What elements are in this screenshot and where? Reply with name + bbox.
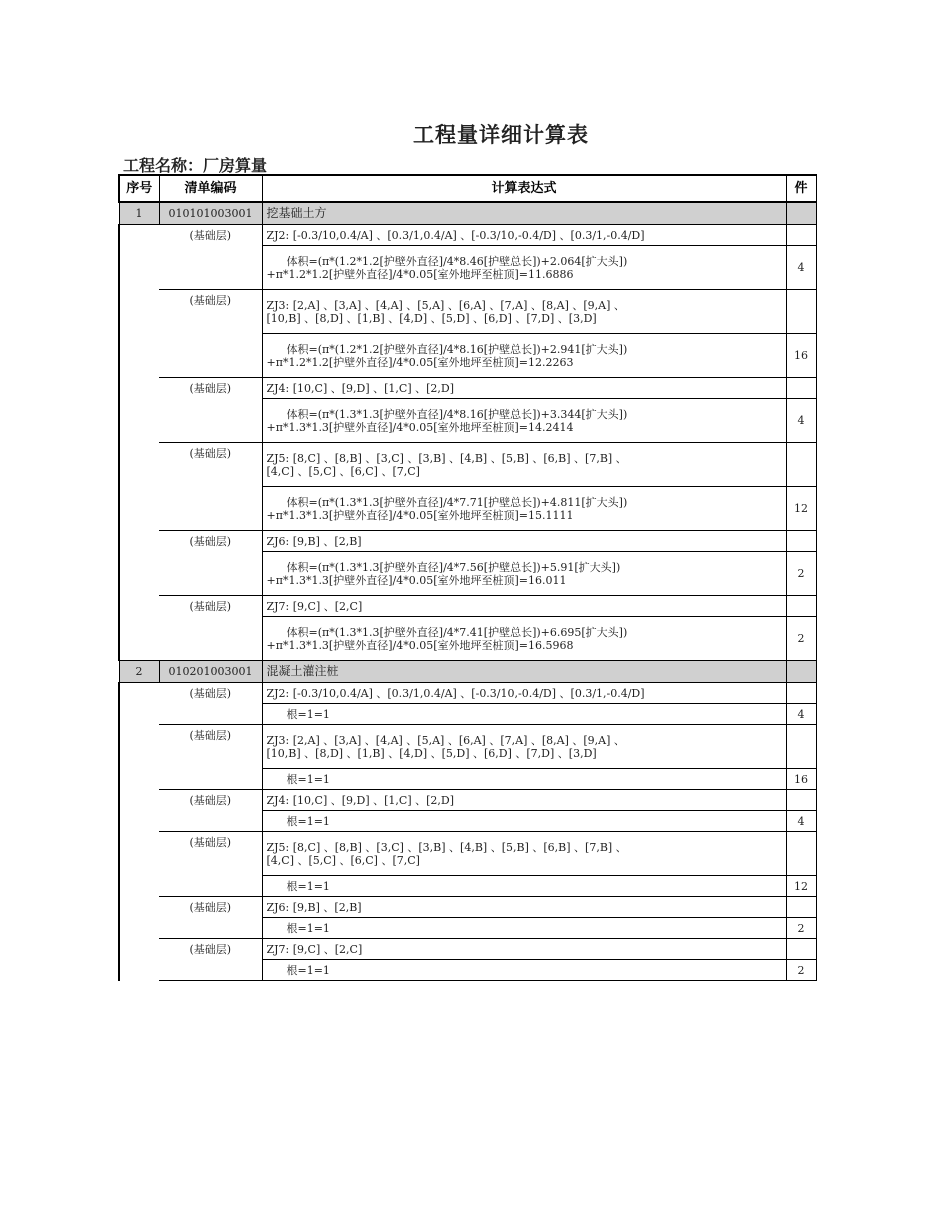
expression-qty-empty: [786, 832, 816, 876]
layer-label: (基础层): [159, 531, 262, 596]
col-header-expression: 计算表达式: [262, 175, 786, 202]
calc-formula: [262, 876, 786, 897]
component-expression: [262, 683, 786, 704]
calc-formula-text: 根=1=1: [286, 921, 330, 935]
component-expression-text: ZJ4: [10,C] 、[9,D] 、[1,C] 、[2,D]: [266, 793, 455, 807]
calc-formula: [262, 617, 786, 661]
component-expression: [262, 790, 786, 811]
quantity-value: 2: [786, 552, 816, 596]
quantity-value: 12: [786, 876, 816, 897]
group-expression-row: [119, 939, 816, 960]
group-expression-row: [119, 443, 816, 487]
item-qty-empty: [786, 202, 816, 225]
table-body: [119, 202, 816, 981]
component-expression-text: ZJ2: [-0.3/10,0.4/A] 、[0.3/1,0.4/A] 、[-0.3/10,-0.4/D] 、[0.3/1,-0.4/D]: [266, 228, 645, 242]
layer-label: (基础层): [159, 897, 262, 939]
group-expression-row: [119, 790, 816, 811]
calc-formula: [262, 399, 786, 443]
layer-label: (基础层): [159, 378, 262, 443]
calculation-table: [118, 174, 817, 981]
expression-qty-empty: [786, 897, 816, 918]
layer-label: (基础层): [159, 443, 262, 531]
seq-spacer: [119, 225, 159, 661]
quantity-value: 2: [786, 918, 816, 939]
component-expression: [262, 897, 786, 918]
expression-qty-empty: [786, 683, 816, 704]
calc-formula-text: 体积=(π*(1.3*1.3[护壁外直径]/4*7.71[护壁总长])+4.811[扩大头]) +π*1.3*1.3[护壁外直径]/4*0.05[室外地坪至桩顶]=15.1111: [266, 495, 628, 522]
table-header-row: [119, 175, 816, 202]
component-expression-text: ZJ3: [2,A] 、[3,A] 、[4,A] 、[5,A] 、[6,A] 、[7,A] 、[8,A] 、[9,A] 、 [10,B] 、[8,D] 、[1,B] 、[4,D] 、[5,D] 、[6,D] 、[7,D] 、[3,D]: [266, 733, 625, 760]
item-qty-empty: [786, 661, 816, 683]
calc-formula-text: 根=1=1: [286, 772, 330, 786]
calc-formula-text: 体积=(π*(1.2*1.2[护壁外直径]/4*8.46[护壁总长])+2.064[扩大头]) +π*1.2*1.2[护壁外直径]/4*0.05[室外地坪至桩顶]=11.6886: [266, 254, 628, 281]
item-header-row: [119, 202, 816, 225]
expression-qty-empty: [786, 290, 816, 334]
calc-formula: [262, 487, 786, 531]
component-expression-text: ZJ5: [8,C] 、[8,B] 、[3,C] 、[3,B] 、[4,B] 、[5,B] 、[6,B] 、[7,B] 、 [4,C] 、[5,C] 、[6,C] 、[7,C]: [266, 840, 627, 867]
item-seq: 2: [119, 661, 159, 683]
layer-label: (基础层): [159, 290, 262, 378]
component-expression: [262, 939, 786, 960]
component-expression: [262, 832, 786, 876]
component-expression-text: ZJ7: [9,C] 、[2,C]: [266, 599, 363, 613]
group-expression-row: [119, 725, 816, 769]
quantity-value: 2: [786, 617, 816, 661]
expression-qty-empty: [786, 790, 816, 811]
component-expression-text: ZJ7: [9,C] 、[2,C]: [266, 942, 363, 956]
calc-formula: [262, 334, 786, 378]
group-expression-row: [119, 225, 816, 246]
calc-formula-text: 体积=(π*(1.3*1.3[护壁外直径]/4*7.41[护壁总长])+6.695[扩大头]) +π*1.3*1.3[护壁外直径]/4*0.05[室外地坪至桩顶]=16.5968: [266, 625, 628, 652]
expression-qty-empty: [786, 939, 816, 960]
component-expression-text: ZJ2: [-0.3/10,0.4/A] 、[0.3/1,0.4/A] 、[-0.3/10,-0.4/D] 、[0.3/1,-0.4/D]: [266, 686, 645, 700]
component-expression: [262, 725, 786, 769]
layer-label: (基础层): [159, 939, 262, 981]
item-name: 混凝土灌注桩: [262, 661, 786, 683]
component-expression-text: ZJ6: [9,B] 、[2,B]: [266, 900, 362, 914]
component-expression: [262, 225, 786, 246]
calc-formula: [262, 246, 786, 290]
quantity-value: 16: [786, 334, 816, 378]
expression-qty-empty: [786, 725, 816, 769]
calc-formula: [262, 704, 786, 725]
group-expression-row: [119, 832, 816, 876]
component-expression: [262, 531, 786, 552]
quantity-value: 4: [786, 399, 816, 443]
component-expression: [262, 378, 786, 399]
calc-formula-text: 根=1=1: [286, 814, 330, 828]
calc-formula-text: 体积=(π*(1.3*1.3[护壁外直径]/4*7.56[护壁总长])+5.91[扩大头]) +π*1.3*1.3[护壁外直径]/4*0.05[室外地坪至桩顶]=16.011: [266, 560, 621, 587]
item-seq: 1: [119, 202, 159, 225]
layer-label: (基础层): [159, 832, 262, 897]
group-expression-row: [119, 897, 816, 918]
quantity-value: 4: [786, 704, 816, 725]
component-expression: [262, 290, 786, 334]
expression-qty-empty: [786, 225, 816, 246]
col-header-qty: 件: [786, 175, 816, 202]
component-expression-text: ZJ5: [8,C] 、[8,B] 、[3,C] 、[3,B] 、[4,B] 、[5,B] 、[6,B] 、[7,B] 、 [4,C] 、[5,C] 、[6,C] 、[7,C]: [266, 451, 627, 478]
quantity-value: 16: [786, 769, 816, 790]
group-expression-row: [119, 596, 816, 617]
expression-qty-empty: [786, 531, 816, 552]
calc-formula: [262, 811, 786, 832]
col-header-code: 清单编码: [159, 175, 262, 202]
expression-qty-empty: [786, 378, 816, 399]
quantity-value: 12: [786, 487, 816, 531]
quantity-value: 4: [786, 246, 816, 290]
group-expression-row: [119, 290, 816, 334]
layer-label: (基础层): [159, 225, 262, 290]
group-expression-row: [119, 531, 816, 552]
calc-formula-text: 根=1=1: [286, 963, 330, 977]
group-expression-row: [119, 683, 816, 704]
quantity-value: 4: [786, 811, 816, 832]
quantity-value: 2: [786, 960, 816, 981]
item-name: 挖基础土方: [262, 202, 786, 225]
calc-formula: [262, 769, 786, 790]
calc-formula-text: 根=1=1: [286, 879, 330, 893]
expression-qty-empty: [786, 596, 816, 617]
group-expression-row: [119, 378, 816, 399]
layer-label: (基础层): [159, 596, 262, 661]
layer-label: (基础层): [159, 725, 262, 790]
component-expression: [262, 443, 786, 487]
calc-formula: [262, 960, 786, 981]
calc-formula: [262, 918, 786, 939]
calc-formula-text: 根=1=1: [286, 707, 330, 721]
item-code: 010101003001: [159, 202, 262, 225]
expression-qty-empty: [786, 443, 816, 487]
calc-formula-text: 体积=(π*(1.2*1.2[护壁外直径]/4*8.16[护壁总长])+2.941[扩大头]) +π*1.2*1.2[护壁外直径]/4*0.05[室外地坪至桩顶]=12.2263: [266, 342, 628, 369]
component-expression-text: ZJ3: [2,A] 、[3,A] 、[4,A] 、[5,A] 、[6,A] 、[7,A] 、[8,A] 、[9,A] 、 [10,B] 、[8,D] 、[1,B] 、[4,D] 、[5,D] 、[6,D] 、[7,D] 、[3,D]: [266, 298, 625, 325]
layer-label: (基础层): [159, 790, 262, 832]
seq-spacer: [119, 683, 159, 981]
component-expression-text: ZJ4: [10,C] 、[9,D] 、[1,C] 、[2,D]: [266, 381, 455, 395]
component-expression-text: ZJ6: [9,B] 、[2,B]: [266, 534, 362, 548]
project-name: 工程名称：厂房算量: [123, 156, 268, 175]
col-header-seq: 序号: [119, 175, 159, 202]
item-code: 010201003001: [159, 661, 262, 683]
layer-label: (基础层): [159, 683, 262, 725]
calc-formula: [262, 552, 786, 596]
page-title: 工程量详细计算表: [413, 123, 589, 147]
calc-formula-text: 体积=(π*(1.3*1.3[护壁外直径]/4*8.16[护壁总长])+3.344[扩大头]) +π*1.3*1.3[护壁外直径]/4*0.05[室外地坪至桩顶]=14.2414: [266, 407, 628, 434]
item-header-row: [119, 661, 816, 683]
component-expression: [262, 596, 786, 617]
